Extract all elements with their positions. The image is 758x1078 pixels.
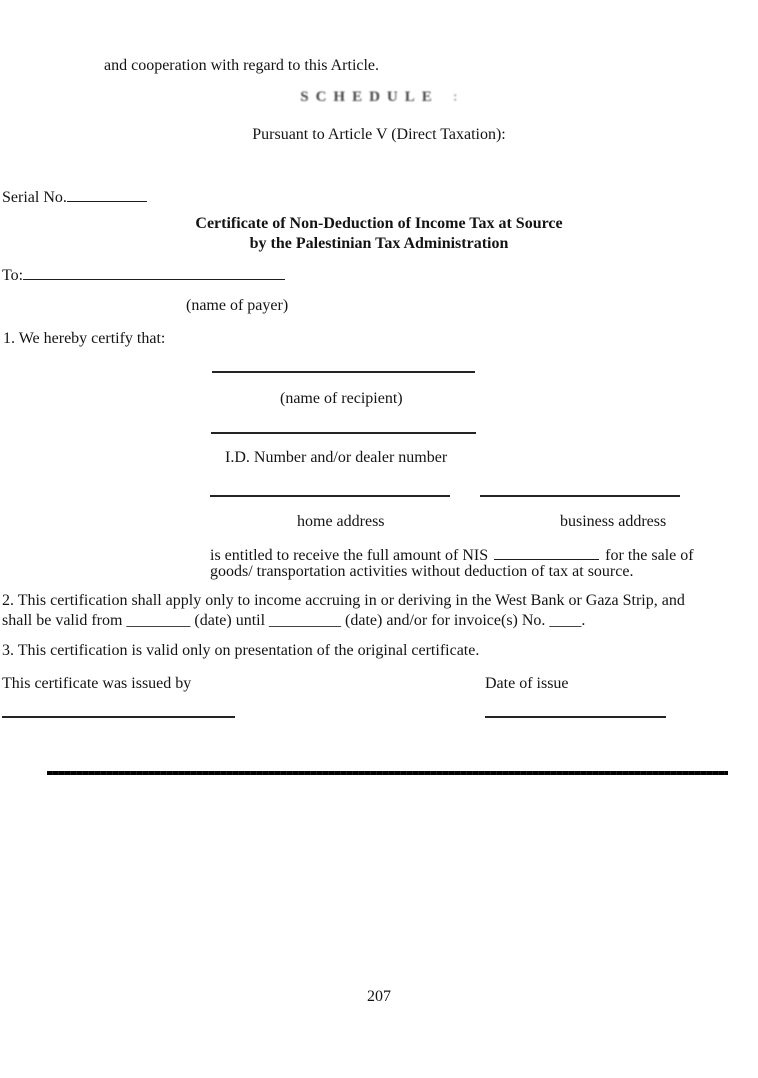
issuer-signature-line — [2, 716, 235, 718]
nis-amount-blank — [494, 544, 599, 560]
home-address-line — [210, 495, 450, 497]
schedule-heading: SCHEDULE — [300, 89, 439, 105]
issued-by-label: This certificate was issued by — [2, 675, 192, 692]
home-address-caption: home address — [297, 513, 385, 530]
page-number: 207 — [367, 988, 391, 1005]
to-row — [2, 264, 285, 285]
date-of-issue-label: Date of issue — [485, 675, 569, 692]
serial-no-row — [2, 186, 147, 207]
serial-no-label: Serial No. — [2, 189, 67, 207]
pursuant-line: Pursuant to Article V (Direct Taxation): — [252, 126, 506, 143]
certificate-title-line1: Certificate of Non-Deduction of Income Tax at Source — [195, 215, 563, 232]
to-label: To: — [2, 267, 24, 285]
schedule-heading-mark: : — [452, 89, 458, 105]
certificate-title — [0, 214, 758, 254]
clause2-line2: shall be valid from ________ (date) until _________ (date) and/or for invoice(s) No. ____. — [2, 612, 586, 629]
section-divider-rule — [47, 771, 728, 775]
business-address-caption: business address — [560, 513, 667, 530]
certificate-title-line2: by the Palestinian Tax Administration — [249, 235, 509, 252]
payer-caption: (name of payer) — [186, 297, 289, 314]
clause2-line1: 2. This certification shall apply only to income accruing in or deriving in the West Bank or Gaza Strip, and — [2, 592, 685, 609]
clause3-line: 3. This certification is valid only on presentation of the original certificate. — [2, 642, 480, 659]
clause1-lead: 1. We hereby certify that: — [3, 330, 166, 347]
entitled-line2: goods/ transportation activities without deduction of tax at source. — [210, 563, 634, 580]
recipient-caption: (name of recipient) — [280, 390, 403, 407]
recipient-name-line — [212, 371, 475, 373]
schedule-heading-row — [0, 88, 758, 106]
id-number-line — [211, 432, 476, 434]
entitled-line1 — [210, 544, 694, 565]
entitled-text-pre: is entitled to receive the full amount of NIS — [210, 547, 489, 565]
payer-name-blank — [23, 264, 285, 280]
serial-no-blank — [67, 186, 147, 202]
entitled-text-post: for the sale of — [605, 547, 694, 565]
intro-text-line: and cooperation with regard to this Article. — [104, 57, 380, 74]
id-number-caption: I.D. Number and/or dealer number — [225, 449, 448, 466]
business-address-line — [480, 495, 680, 497]
date-of-issue-line — [485, 716, 666, 718]
